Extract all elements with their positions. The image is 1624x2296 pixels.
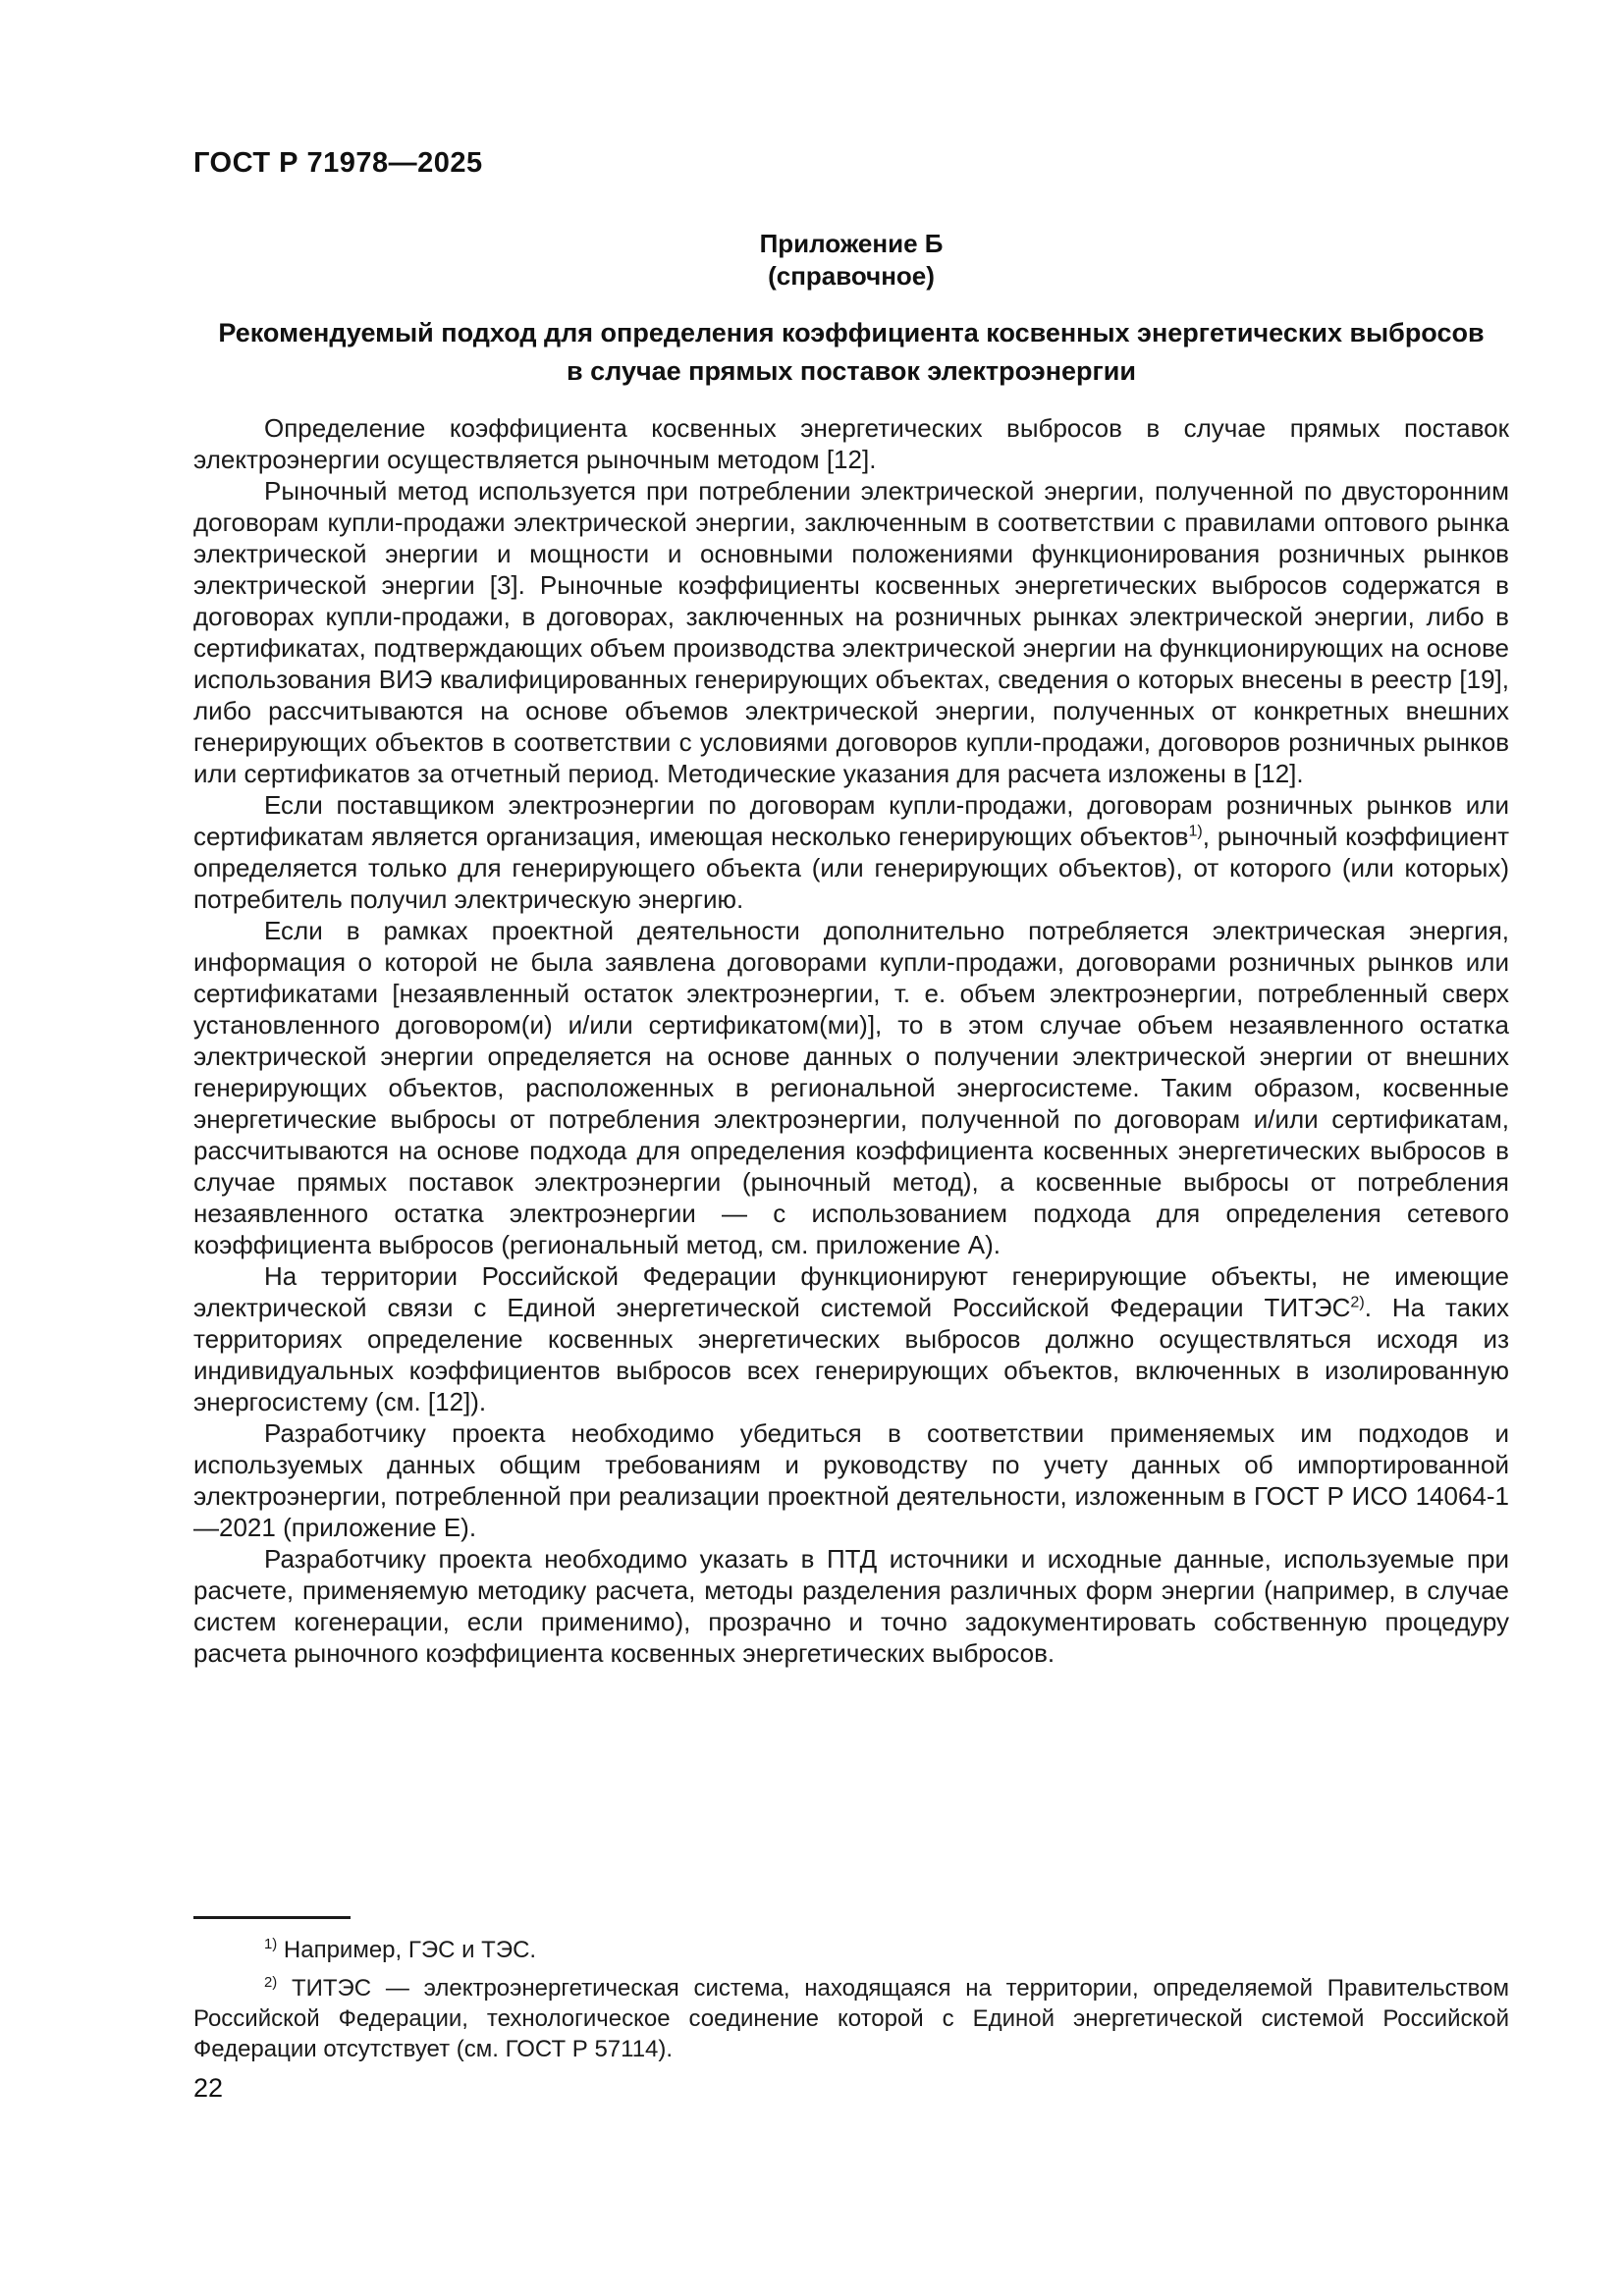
- footnote-marker: 2): [264, 1975, 278, 1991]
- body-text: [193, 412, 1509, 1669]
- body-paragraph: Определение коэффициента косвенных энергетических выбросов в случае прямых поставок электроэнергии осуществляется рыночным методом [12].: [193, 413, 1509, 474]
- appendix-title: [193, 314, 1509, 391]
- footnote-marker: 1): [264, 1937, 278, 1952]
- appendix-title-line-2: в случае прямых поставок электроэнергии: [567, 356, 1136, 386]
- footnote-list: [193, 1935, 1509, 2064]
- appendix-heading: [193, 228, 1509, 293]
- footnote: $^{2)}$ ТИТЭС — электроэнергетическая система, находящаяся на территории, определяемой Правительством Российской Федерации, технологическое соединение которой с Единой энергетической системой Российской Федерации отсутствует (см. ГОСТ Р 57114).: [193, 1975, 1509, 2062]
- appendix-title-line-1: Рекомендуемый подход для определения коэффициента косвенных энергетических выбросов: [218, 318, 1485, 347]
- footnotes-section: [193, 1916, 1509, 2072]
- body-paragraph: Рыночный метод используется при потреблении электрической энергии, полученной по двусторонним договорам купли-продажи электрической энергии, заключенным в соответствии с правилами оптового рынка электрической энергии и мощности и основными положениями функционирования розничных рынков электрической энергии [3]. Рыночные коэффициенты косвенных энергетических выбросов содержатся в договорах купли-продажи, в договорах, заключенных на розничных рынках электрической энергии, либо в сертификатах, подтверждающих объем производства электрической энергии на функционирующих на основе использования ВИЭ квалифицированных генерирующих объектах, сведения о которых внесены в реестр [19], либо рассчитываются на основе объемов электрической энергии, полученных от конкретных внешних генерирующих объектов в соответствии с условиями договоров купли-продажи, договоров розничных рынков или сертификатов за отчетный период. Методические указания для расчета изложены в [12].: [193, 476, 1509, 788]
- body-paragraph: Разработчику проекта необходимо указать в ПТД источники и исходные данные, используемые при расчете, применяемую методику расчета, методы разделения различных форм энергии (например, в случае систем когенерации, если применимо), прозрачно и точно задокументировать собственную процедуру расчета рыночного коэффициента косвенных энергетических выбросов.: [193, 1544, 1509, 1668]
- footnote-ref: 1): [1188, 822, 1203, 840]
- doc-code: ГОСТ Р 71978—2025: [193, 147, 483, 179]
- body-paragraph: На территории Российской Федерации функционируют генерирующие объекты, не имеющие электрической связи с Единой энергетической системой Российской Федерации ТИТЭС$^{2)}$. На таких территориях определение косвенных энергетических выбросов должно осуществляться исходя из индивидуальных коэффициентов выбросов всех генерирующих объектов, включенных в изолированную энергосистему (см. [12]).: [193, 1261, 1509, 1416]
- body-paragraph: Разработчику проекта необходимо убедиться в соответствии применяемых им подходов и используемых данных общим требованиям и руководству по учету данных об импортированной электроэнергии, потребленной при реализации проектной деятельности, изложенным в ГОСТ Р ИСО 14064-1—2021 (приложение Е).: [193, 1418, 1509, 1542]
- footnote: $^{1)}$ Например, ГЭС и ТЭС.: [264, 1937, 537, 1963]
- footnote-ref: 2): [1350, 1293, 1365, 1311]
- body-paragraph: Если в рамках проектной деятельности дополнительно потребляется электрическая энергия, информация о которой не была заявлена договорами купли-продажи, договорами розничных рынков или сертификатами [незаявленный остаток электроэнергии, т. е. объем электроэнергии, потребленный сверх установленного договором(и) и/или сертификатом(ми)], то в этом случае объем незаявленного остатка электрической энергии определяется на основе данных о получении электрической энергии от внешних генерирующих объектов, расположенных в региональной энергосистеме. Таким образом, косвенные энергетические выбросы от потребления электроэнергии, полученной по договорам и/или сертификатам, рассчитываются на основе подхода для определения коэффициента косвенных энергетических выбросов в случае прямых поставок электроэнергии (рыночный метод), а косвенные выбросы от потребления незаявленного остатка электроэнергии — с использованием подхода для определения сетевого коэффициента выбросов (региональный метод, см. приложение А).: [193, 916, 1509, 1259]
- appendix-kind: (справочное): [768, 261, 935, 291]
- footnote-separator: [193, 1916, 351, 1919]
- page-number: 22: [193, 2073, 224, 2103]
- body-paragraph: Если поставщиком электроэнергии по договорам купли-продажи, договорам розничных рынков или сертификатам является организация, имеющая несколько генерирующих объектов$^{1)}$, рыночный коэффициент определяется только для генерирующего объекта (или генерирующих объектов), от которого (или которых) потребитель получил электрическую энергию.: [193, 790, 1509, 914]
- appendix-label: Приложение Б: [759, 229, 944, 258]
